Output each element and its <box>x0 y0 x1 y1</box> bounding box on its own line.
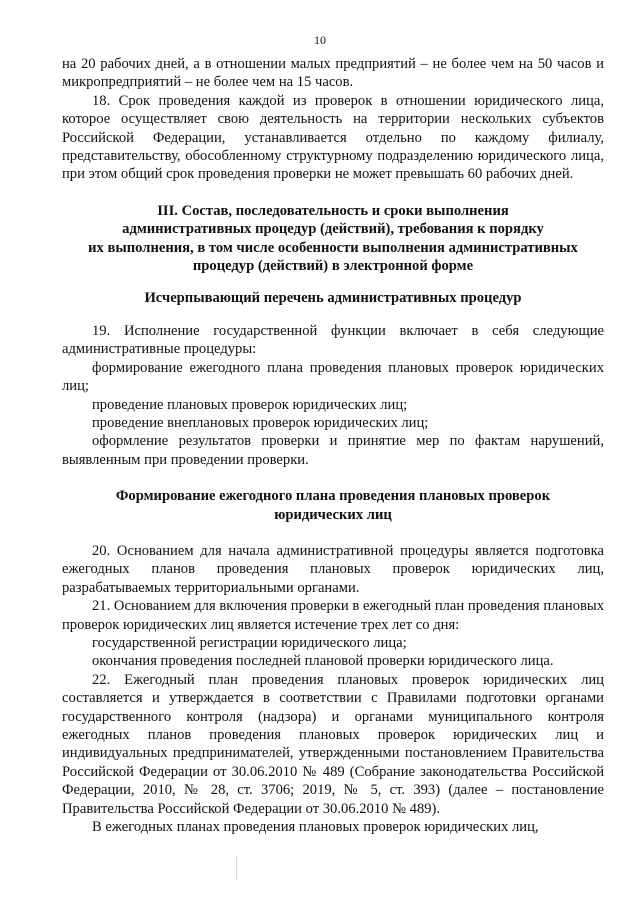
spacer <box>62 275 604 289</box>
section-heading-line: процедур (действий) в электронной форме <box>192 258 474 275</box>
section-heading <box>62 202 604 276</box>
subheading-line: юридических лиц <box>274 506 392 523</box>
scan-mark <box>236 856 237 880</box>
spacer <box>62 308 604 322</box>
section-heading-line: III. Состав, последовательность и сроки выполнения <box>157 202 509 219</box>
list-item: оформление результатов проверки и принятие мер по фактам нарушений, выявленным при проведении проверки. <box>62 433 604 468</box>
spacer <box>62 524 604 542</box>
paragraph-20: 20. Основанием для начала административной процедуры является подготовка ежегодных планов проведения плановых проверок юридических лиц, разрабатываемых территориальными органами. <box>62 542 604 596</box>
paragraph-continuation: на 20 рабочих дней, а в отношении малых предприятий – не более чем на 50 часов и микропредприятий – не более чем на 15 часов. <box>62 56 604 91</box>
section-heading-line: административных процедур (действий), требования к порядку <box>122 221 544 238</box>
paragraph-continuation-next: В ежегодных планах проведения плановых проверок юридических лиц, <box>92 819 539 836</box>
page-number: 10 <box>314 33 326 47</box>
paragraph-21: 21. Основанием для включения проверки в ежегодный план проведения плановых проверок юридических лиц является истечение трех лет со дня: <box>62 598 604 633</box>
list-item: государственной регистрации юридического лица; <box>92 634 407 651</box>
list-item: формирование ежегодного плана проведения плановых проверок юридических лиц; <box>62 359 604 395</box>
subheading-procedures-list: Исчерпывающий перечень административных процедур <box>144 290 522 307</box>
paragraph-18: 18. Срок проведения каждой из проверок в отношении юридического лица, которое осуществляет свою деятельность на территории нескольких субъектов Российской Федерации, устанавливается отдельно по каждому филиалу, представительству, обособленному структурному подразделению юридического лица, при этом общий срок проведения проверки не может превышать 60 рабочих дней. <box>62 92 604 183</box>
list-item: окончания проведения последней плановой проверки юридического лица. <box>92 653 554 670</box>
spacer <box>62 469 604 487</box>
subheading-line: Формирование ежегодного плана проведения плановых проверок <box>115 488 551 505</box>
list-item: проведение плановых проверок юридических лиц; <box>92 396 408 413</box>
spacer <box>62 184 604 202</box>
section-heading-line: их выполнения, в том числе особенности выполнения административных <box>88 239 578 256</box>
document-body <box>62 55 604 836</box>
paragraph-22: 22. Ежегодный план проведения плановых проверок юридических лиц составляется и утверждается в соответствии с Правилами подготовки органами государственного контроля (надзора) и органами муниципального контроля ежегодных планов проведения плановых проверок юридических лиц и индивидуальных предпринимателей, утвержденными постановлением Правительства Российской Федерации от 30.06.2010 № 489 (Собрание законодательства Российской Федерации, 2010, № 28, ст. 3706; 2019, № 5, ст. 393) (далее – постановление Правительства Российской Федерации от 30.06.2010 № 489). <box>62 671 604 817</box>
paragraph-19: 19. Исполнение государственной функции включает в себя следующие административные процедуры: <box>62 322 604 358</box>
subheading-annual-plan <box>62 487 604 524</box>
list-item: проведение внеплановых проверок юридических лиц; <box>92 414 429 431</box>
